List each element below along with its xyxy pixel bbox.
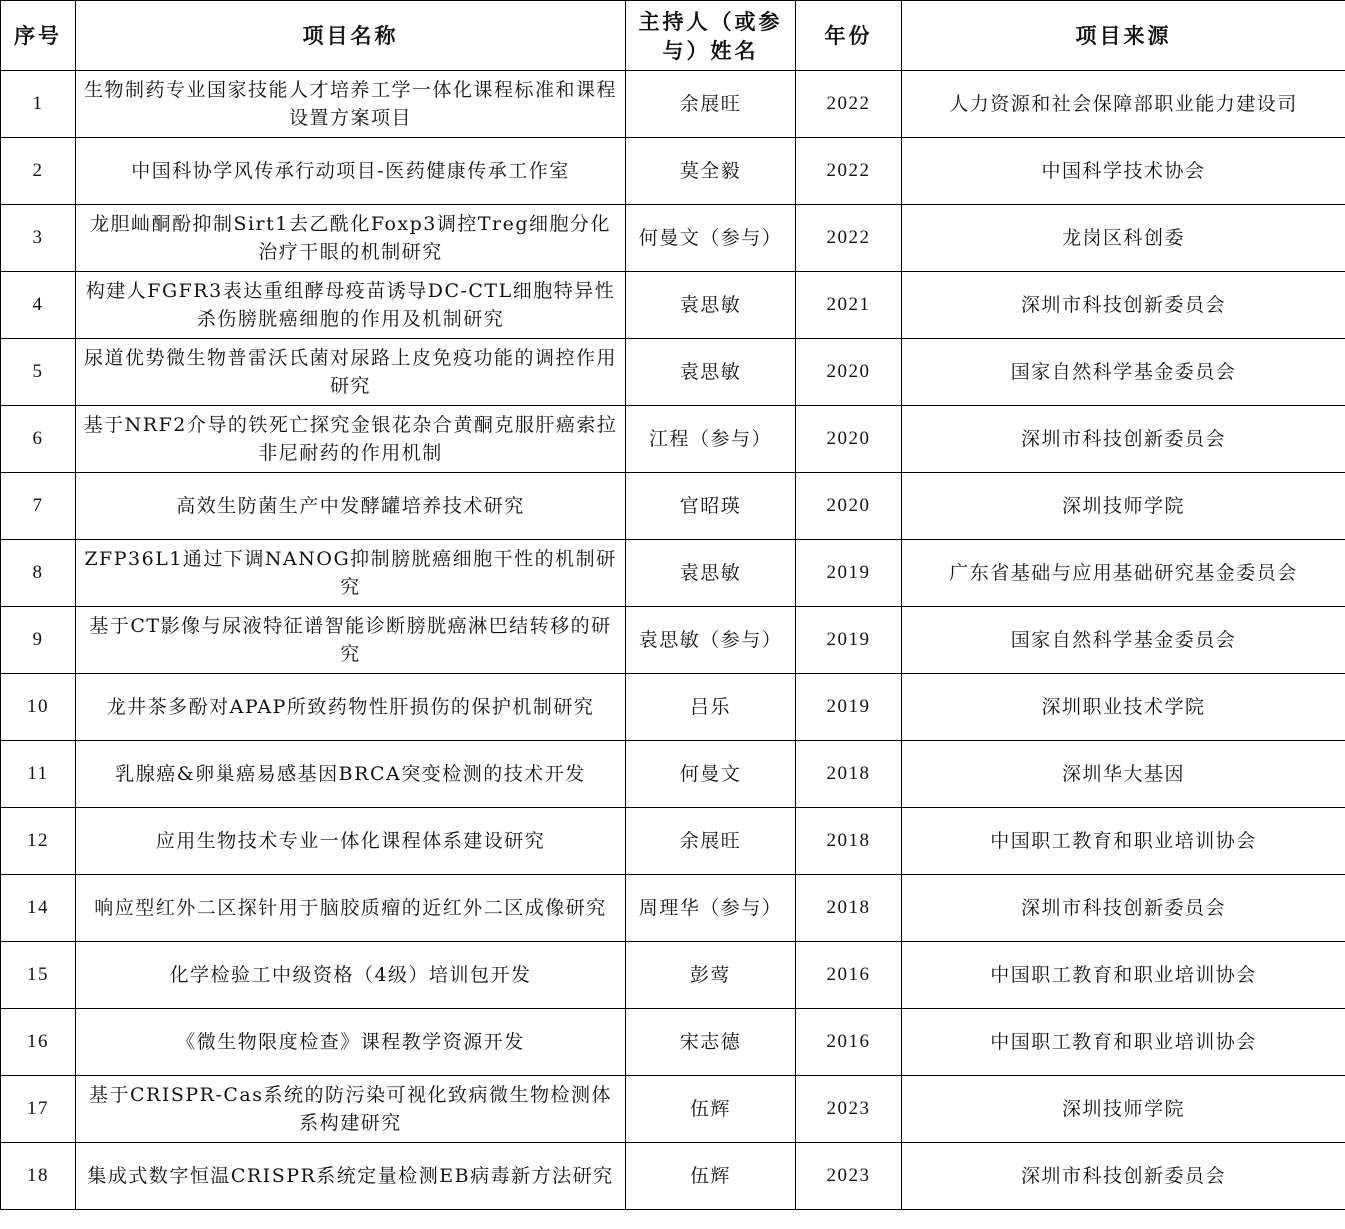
cell-host: 官昭瑛 bbox=[626, 473, 796, 540]
cell-year: 2023 bbox=[796, 1076, 902, 1143]
cell-host: 吕乐 bbox=[626, 674, 796, 741]
cell-host: 袁思敏 bbox=[626, 272, 796, 339]
cell-no: 8 bbox=[1, 540, 76, 607]
table-row bbox=[1, 272, 1345, 339]
cell-source: 国家自然科学基金委员会 bbox=[902, 607, 1345, 674]
cell-source: 深圳技师学院 bbox=[902, 1076, 1345, 1143]
cell-host: 何曼文（参与） bbox=[626, 205, 796, 272]
table-row bbox=[1, 473, 1345, 540]
cell-project-name: 《微生物限度检查》课程教学资源开发 bbox=[76, 1009, 626, 1076]
cell-no: 5 bbox=[1, 339, 76, 406]
table-row bbox=[1, 1143, 1345, 1210]
table-row bbox=[1, 540, 1345, 607]
header-no: 序号 bbox=[1, 1, 76, 71]
cell-source: 广东省基础与应用基础研究基金委员会 bbox=[902, 540, 1345, 607]
cell-no: 10 bbox=[1, 674, 76, 741]
cell-year: 2019 bbox=[796, 607, 902, 674]
cell-year: 2016 bbox=[796, 942, 902, 1009]
cell-no: 18 bbox=[1, 1143, 76, 1210]
cell-host: 何曼文 bbox=[626, 741, 796, 808]
cell-project-name: 生物制药专业国家技能人才培养工学一体化课程标准和课程设置方案项目 bbox=[76, 71, 626, 138]
cell-source: 深圳市科技创新委员会 bbox=[902, 1143, 1345, 1210]
header-row bbox=[1, 1, 1345, 71]
cell-source: 深圳市科技创新委员会 bbox=[902, 406, 1345, 473]
cell-host: 袁思敏（参与） bbox=[626, 607, 796, 674]
cell-project-name: 应用生物技术专业一体化课程体系建设研究 bbox=[76, 808, 626, 875]
cell-host: 彭莺 bbox=[626, 942, 796, 1009]
cell-project-name: ZFP36L1通过下调NANOG抑制膀胱癌细胞干性的机制研究 bbox=[76, 540, 626, 607]
cell-source: 中国科学技术协会 bbox=[902, 138, 1345, 205]
table-row bbox=[1, 875, 1345, 942]
table-row bbox=[1, 942, 1345, 1009]
cell-year: 2021 bbox=[796, 272, 902, 339]
cell-project-name: 基于CRISPR-Cas系统的防污染可视化致病微生物检测体系构建研究 bbox=[76, 1076, 626, 1143]
cell-source: 人力资源和社会保障部职业能力建设司 bbox=[902, 71, 1345, 138]
table-row bbox=[1, 205, 1345, 272]
cell-no: 17 bbox=[1, 1076, 76, 1143]
cell-year: 2018 bbox=[796, 741, 902, 808]
cell-no: 4 bbox=[1, 272, 76, 339]
cell-no: 14 bbox=[1, 875, 76, 942]
table-row bbox=[1, 741, 1345, 808]
table-row bbox=[1, 1009, 1345, 1076]
table-row bbox=[1, 406, 1345, 473]
cell-host: 江程（参与） bbox=[626, 406, 796, 473]
cell-year: 2019 bbox=[796, 674, 902, 741]
cell-project-name: 龙胆屾酮酚抑制Sirt1去乙酰化Foxp3调控Treg细胞分化治疗干眼的机制研究 bbox=[76, 205, 626, 272]
cell-project-name: 高效生防菌生产中发酵罐培养技术研究 bbox=[76, 473, 626, 540]
table-row bbox=[1, 674, 1345, 741]
cell-no: 2 bbox=[1, 138, 76, 205]
cell-no: 1 bbox=[1, 71, 76, 138]
cell-source: 中国职工教育和职业培训协会 bbox=[902, 942, 1345, 1009]
cell-source: 龙岗区科创委 bbox=[902, 205, 1345, 272]
cell-year: 2023 bbox=[796, 1143, 902, 1210]
cell-no: 11 bbox=[1, 741, 76, 808]
cell-source: 深圳职业技术学院 bbox=[902, 674, 1345, 741]
cell-host: 宋志德 bbox=[626, 1009, 796, 1076]
cell-year: 2018 bbox=[796, 875, 902, 942]
table-row bbox=[1, 607, 1345, 674]
header-year: 年份 bbox=[796, 1, 902, 71]
table-header bbox=[1, 1, 1345, 71]
cell-host: 伍辉 bbox=[626, 1143, 796, 1210]
cell-host: 伍辉 bbox=[626, 1076, 796, 1143]
cell-host: 余展旺 bbox=[626, 808, 796, 875]
table-row bbox=[1, 71, 1345, 138]
cell-no: 6 bbox=[1, 406, 76, 473]
cell-source: 深圳技师学院 bbox=[902, 473, 1345, 540]
cell-project-name: 响应型红外二区探针用于脑胶质瘤的近红外二区成像研究 bbox=[76, 875, 626, 942]
cell-project-name: 构建人FGFR3表达重组酵母疫苗诱导DC-CTL细胞特异性杀伤膀胱癌细胞的作用及机制研究 bbox=[76, 272, 626, 339]
table-row bbox=[1, 808, 1345, 875]
cell-no: 9 bbox=[1, 607, 76, 674]
cell-project-name: 集成式数字恒温CRISPR系统定量检测EB病毒新方法研究 bbox=[76, 1143, 626, 1210]
table-row bbox=[1, 138, 1345, 205]
cell-year: 2022 bbox=[796, 71, 902, 138]
cell-host: 袁思敏 bbox=[626, 540, 796, 607]
cell-project-name: 基于CT影像与尿液特征谱智能诊断膀胱癌淋巴结转移的研究 bbox=[76, 607, 626, 674]
cell-no: 16 bbox=[1, 1009, 76, 1076]
cell-project-name: 中国科协学风传承行动项目-医药健康传承工作室 bbox=[76, 138, 626, 205]
header-host: 主持人（或参与）姓名 bbox=[626, 1, 796, 71]
cell-project-name: 乳腺癌&卵巢癌易感基因BRCA突变检测的技术开发 bbox=[76, 741, 626, 808]
cell-project-name: 基于NRF2介导的铁死亡探究金银花杂合黄酮克服肝癌索拉非尼耐药的作用机制 bbox=[76, 406, 626, 473]
cell-year: 2020 bbox=[796, 473, 902, 540]
cell-source: 深圳市科技创新委员会 bbox=[902, 272, 1345, 339]
cell-year: 2019 bbox=[796, 540, 902, 607]
table-row bbox=[1, 1076, 1345, 1143]
cell-no: 7 bbox=[1, 473, 76, 540]
cell-source: 中国职工教育和职业培训协会 bbox=[902, 808, 1345, 875]
cell-no: 3 bbox=[1, 205, 76, 272]
cell-project-name: 龙井茶多酚对APAP所致药物性肝损伤的保护机制研究 bbox=[76, 674, 626, 741]
cell-host: 周理华（参与） bbox=[626, 875, 796, 942]
cell-host: 莫全毅 bbox=[626, 138, 796, 205]
cell-year: 2020 bbox=[796, 406, 902, 473]
cell-year: 2016 bbox=[796, 1009, 902, 1076]
cell-source: 国家自然科学基金委员会 bbox=[902, 339, 1345, 406]
cell-source: 深圳市科技创新委员会 bbox=[902, 875, 1345, 942]
cell-source: 中国职工教育和职业培训协会 bbox=[902, 1009, 1345, 1076]
cell-host: 袁思敏 bbox=[626, 339, 796, 406]
cell-no: 15 bbox=[1, 942, 76, 1009]
cell-host: 余展旺 bbox=[626, 71, 796, 138]
table-body bbox=[1, 71, 1345, 1210]
cell-project-name: 尿道优势微生物普雷沃氏菌对尿路上皮免疫功能的调控作用研究 bbox=[76, 339, 626, 406]
cell-year: 2018 bbox=[796, 808, 902, 875]
header-project-name: 项目名称 bbox=[76, 1, 626, 71]
cell-no: 12 bbox=[1, 808, 76, 875]
cell-year: 2022 bbox=[796, 205, 902, 272]
cell-source: 深圳华大基因 bbox=[902, 741, 1345, 808]
table-row bbox=[1, 339, 1345, 406]
header-source: 项目来源 bbox=[902, 1, 1345, 71]
cell-project-name: 化学检验工中级资格（4级）培训包开发 bbox=[76, 942, 626, 1009]
cell-year: 2020 bbox=[796, 339, 902, 406]
cell-year: 2022 bbox=[796, 138, 902, 205]
